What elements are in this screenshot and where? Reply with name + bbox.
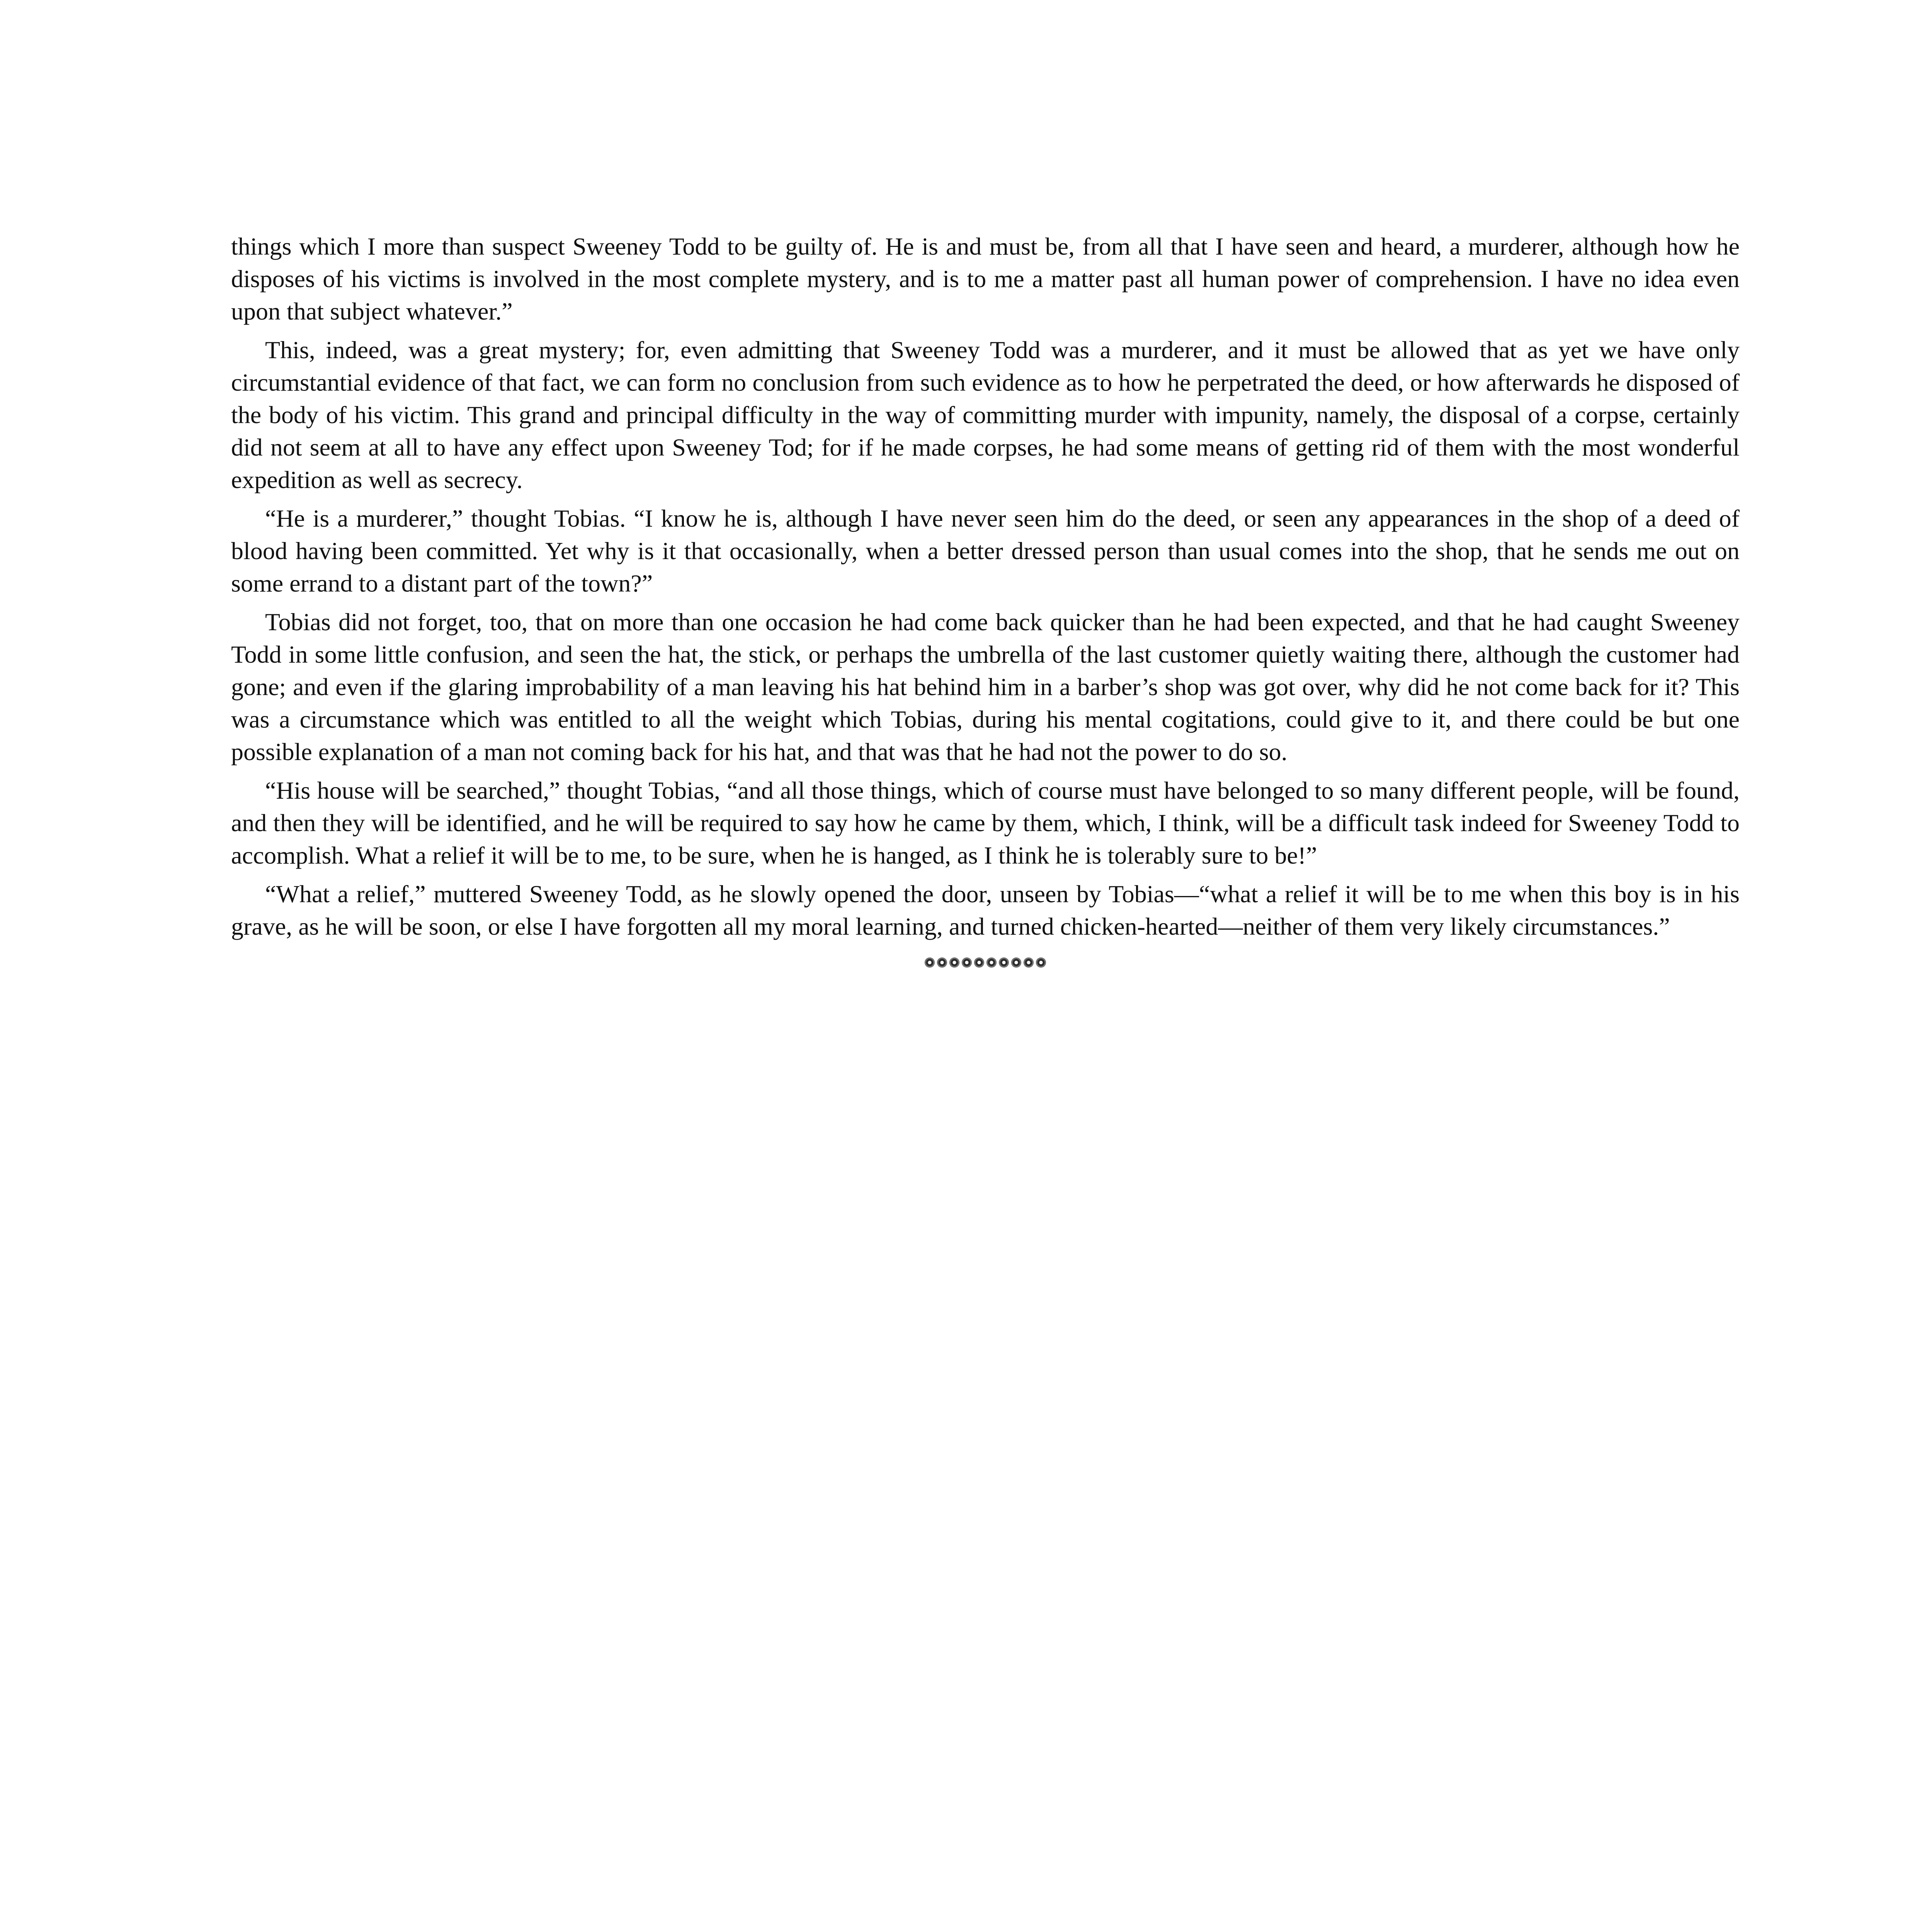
paragraph-3: “He is a murderer,” thought Tobias. “I know he is, although I have never seen him do the deed, or seen any appearances in the shop of a deed of blood having been committed. Yet why is it that occasionally, when a better dressed person than usual comes into the shop, that he sends me out on some errand to a distant part of the town?” [231, 505, 1740, 597]
paragraph-2: This, indeed, was a great mystery; for, even admitting that Sweeney Todd was a murderer, and it must be allowed that as yet we have only circumstantial evidence of that fact, we can form no conclusion from such evidence as to how he perpetrated the deed, or how afterwards he disposed of the body of his victim. This grand and principal difficulty in the way of committing murder with impunity, namely, the disposal of a corpse, certainly did not seem at all to have any effect upon Sweeney Tod; for if he made corpses, he had some means of getting rid of them with the most wonderful expedition as well as secrecy. [231, 336, 1740, 493]
section-break-ornament-icon [231, 957, 1740, 968]
ornament-glyph-icon [974, 957, 984, 968]
paragraph-5: “His house will be searched,” thought Tobias, “and all those things, which of course must have belonged to so many different people, will be found, and then they will be identified, and he will be required to say how he came by them, which, I think, will be a difficult task indeed for Sweeney Todd to accomplish. What a relief it will be to me, to be sure, when he is hanged, as I think he is tolerably sure to be!” [231, 777, 1740, 869]
ornament-glyph-icon [937, 957, 947, 968]
ornament-glyph-icon [949, 957, 959, 968]
ornament-glyph-icon [925, 957, 935, 968]
ornament-glyph-icon [1036, 957, 1046, 968]
paragraph-4: Tobias did not forget, too, that on more than one occasion he had come back quicker than he had been expected, and that he had caught Sweeney Todd in some little confusion, and seen the hat, the stick, or perhaps the umbrella of the last customer quietly waiting there, although the customer had gone; and even if the glaring improbability of a man leaving his hat behind him in a barber’s shop was got over, why did he not come back for it? This was a circumstance which was entitled to all the weight which Tobias, during his mental cogitations, could give to it, and there could be but one possible explanation of a man not coming back for his hat, and that was that he had not the power to do so. [231, 608, 1740, 765]
ornament-glyph-icon [999, 957, 1009, 968]
paragraph-6: “What a relief,” muttered Sweeney Todd, as he slowly opened the door, unseen by Tobias—“what a relief it will be to me when this boy is in his grave, as he will be soon, or else I have forgotten all my moral learning, and turned chicken-hearted—neither of them very likely circumstances.” [231, 880, 1740, 940]
paragraph-1: things which I more than suspect Sweeney Todd to be guilty of. He is and must be, from all that I have seen and heard, a murderer, although how he disposes of his victims is involved in the most complete mystery, and is to me a matter past all human power of comprehension. I have no idea even upon that subject whatever.” [231, 233, 1740, 325]
ornament-glyph-icon [986, 957, 997, 968]
text-body [231, 230, 1740, 968]
ornament-glyph-icon [1011, 957, 1021, 968]
ornament-glyph-icon [1024, 957, 1034, 968]
ornament-glyph-icon [962, 957, 972, 968]
